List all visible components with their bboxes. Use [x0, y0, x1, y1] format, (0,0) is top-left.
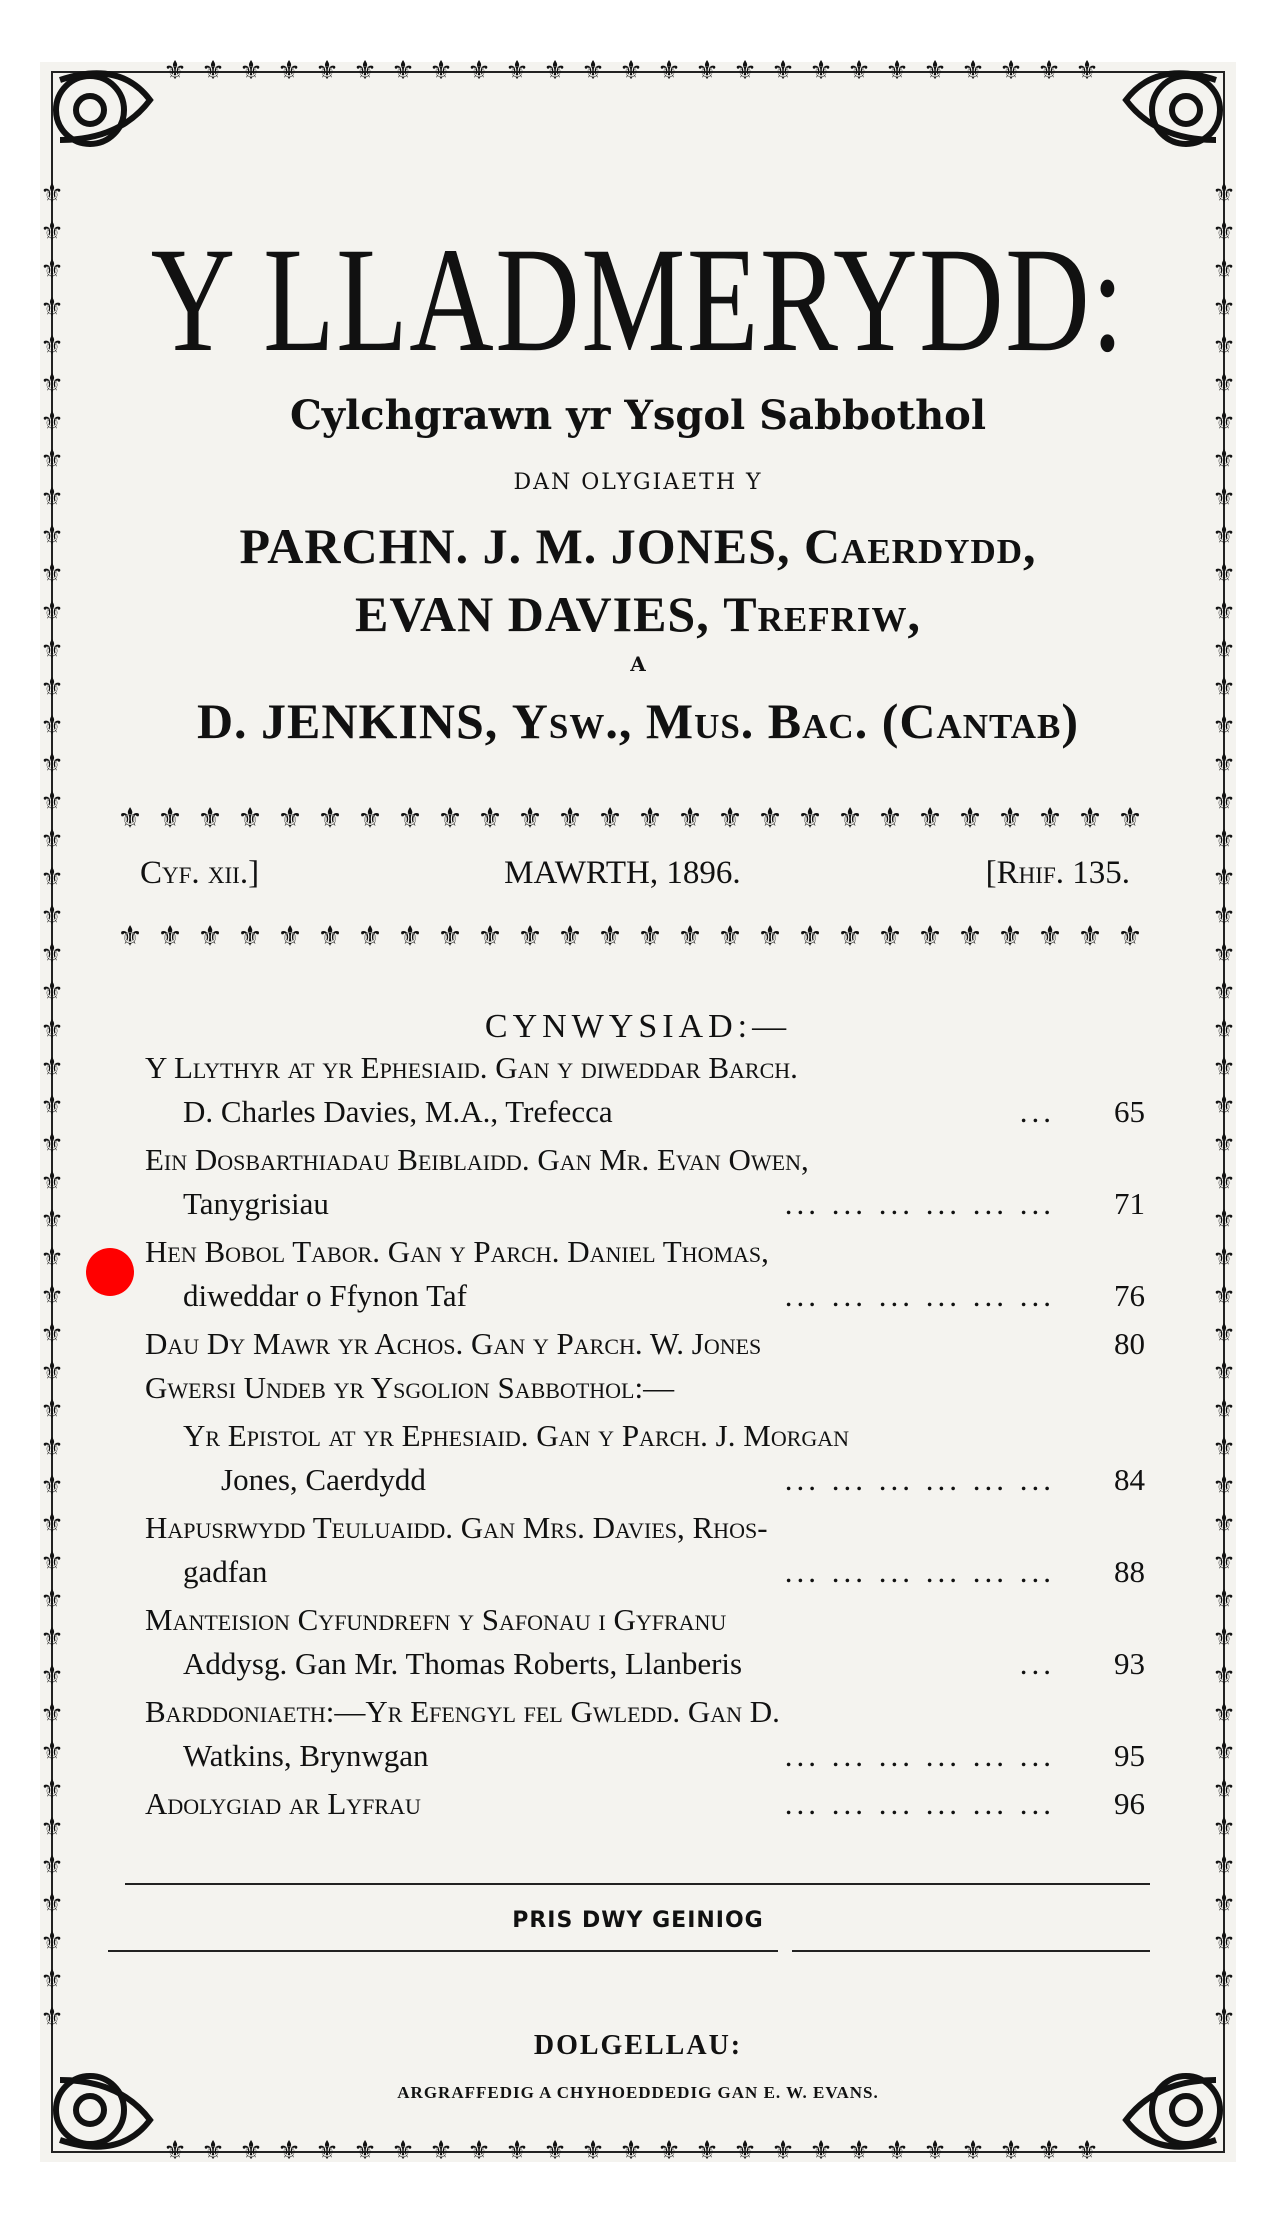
toc-page-number: 84: [1114, 1462, 1145, 1497]
fleuron-icon: ⚜: [157, 919, 183, 953]
fleuron-icon: ⚜: [467, 56, 491, 86]
toc-leader-dots: ... ... ... ... ... ...: [784, 1462, 1055, 1497]
fleuron-icon: ⚜: [957, 801, 983, 835]
fleuron-icon: ⚜: [771, 56, 795, 86]
corner-ornament-top-right: [1126, 73, 1220, 144]
fleuron-icon: ⚜: [40, 787, 64, 817]
fleuron-icon: ⚜: [40, 1015, 64, 1045]
fleuron-icon: ⚜: [505, 2136, 529, 2166]
fleuron-icon: ⚜: [543, 2136, 567, 2166]
toc-entry-title: Dau Dy Mawr yr Achos. Gan y Parch. W. Jones: [145, 1326, 762, 1361]
fleuron-icon: ⚜: [40, 1319, 64, 1349]
fleuron-icon: ⚜: [1212, 1927, 1236, 1957]
fleuron-icon: ⚜: [957, 919, 983, 953]
issue-info: [140, 855, 1130, 892]
fleuron-icon: ⚜: [1075, 2136, 1099, 2166]
editor-line-3: [0, 692, 1276, 750]
fleuron-icon: ⚜: [1212, 1699, 1236, 1729]
fleuron-icon: ⚜: [40, 977, 64, 1007]
fleuron-icon: ⚜: [317, 801, 343, 835]
fleuron-icon: ⚜: [40, 1585, 64, 1615]
fleuron-icon: ⚜: [1212, 1547, 1236, 1577]
fleuron-icon: ⚜: [505, 56, 529, 86]
fleuron-icon: ⚜: [40, 2003, 64, 2033]
printer-line: ARGRAFFEDIG A CHYHOEDDEDIG GAN E. W. EVANS.: [397, 2083, 879, 2102]
fleuron-icon: ⚜: [40, 901, 64, 931]
fleuron-icon: ⚜: [40, 1661, 64, 1691]
toc-page-number: 65: [1114, 1094, 1145, 1129]
issue-date: MAWRTH, 1896.: [504, 855, 741, 891]
fleuron-icon: ⚜: [809, 2136, 833, 2166]
fleuron-icon: ⚜: [1212, 559, 1236, 589]
fleuron-icon: ⚜: [999, 2136, 1023, 2166]
fleuron-icon: ⚜: [837, 801, 863, 835]
fleuron-icon: ⚜: [1212, 293, 1236, 323]
fleuron-icon: ⚜: [1212, 1775, 1236, 1805]
fleuron-icon: ⚜: [163, 56, 187, 86]
fleuron-icon: ⚜: [1212, 217, 1236, 247]
toc-page-number: 80: [1114, 1326, 1145, 1361]
toc-entry-continuation: Jones, Caerdydd: [221, 1462, 426, 1497]
fleuron-icon: ⚜: [40, 825, 64, 855]
fleuron-icon: ⚜: [40, 1927, 64, 1957]
toc-leader-dots: ... ... ... ... ... ...: [784, 1554, 1055, 1589]
fleuron-icon: ⚜: [917, 919, 943, 953]
fleuron-icon: ⚜: [1212, 863, 1236, 893]
editor3-name: D. JENKINS,: [196, 693, 499, 749]
fleuron-icon: ⚜: [757, 801, 783, 835]
price-rule-bottom-right: [792, 1950, 1150, 1952]
editor-line-1: [0, 517, 1276, 575]
editor2-name: EVAN DAVIES,: [355, 586, 710, 642]
fleuron-icon: ⚜: [581, 2136, 605, 2166]
fleuron-icon: ⚜: [1212, 521, 1236, 551]
issue-number: [Rhif. 135.: [985, 855, 1130, 891]
fleuron-icon: ⚜: [117, 801, 143, 835]
editor2-place: Trefriw,: [723, 586, 921, 642]
fleuron-icon: ⚜: [1077, 919, 1103, 953]
fleuron-icon: ⚜: [1212, 711, 1236, 741]
fleuron-icon: ⚜: [397, 801, 423, 835]
fleuron-icon: ⚜: [239, 56, 263, 86]
toc-leader-dots: ...: [1019, 1646, 1055, 1681]
fleuron-icon: ⚜: [40, 1547, 64, 1577]
fleuron-icon: ⚜: [677, 801, 703, 835]
fleuron-icon: ⚜: [637, 801, 663, 835]
table-of-contents: [145, 1050, 1145, 1830]
toc-entry-title: Y Llythyr at yr Ephesiaid. Gan y diweddar Barch.: [145, 1050, 798, 1085]
contents-heading: CYNWYSIAD:—: [484, 1008, 792, 1045]
fleuron-icon: ⚜: [40, 1167, 64, 1197]
fleuron-icon: ⚜: [733, 2136, 757, 2166]
fleuron-divider-bottom: [0, 918, 1276, 958]
fleuron-icon: ⚜: [923, 56, 947, 86]
fleuron-icon: ⚜: [315, 56, 339, 86]
fleuron-icon: ⚜: [1212, 1091, 1236, 1121]
toc-entry-title: Ein Dosbarthiadau Beiblaidd. Gan Mr. Evan Owen,: [145, 1142, 809, 1177]
toc-leader-dots: ... ... ... ... ... ...: [784, 1186, 1055, 1221]
fleuron-icon: ⚜: [40, 1737, 64, 1767]
toc-entry-continuation: Addysg. Gan Mr. Thomas Roberts, Llanberis: [183, 1646, 743, 1681]
fleuron-icon: ⚜: [237, 801, 263, 835]
fleuron-icon: ⚜: [277, 919, 303, 953]
fleuron-icon: ⚜: [1075, 56, 1099, 86]
fleuron-icon: ⚜: [197, 801, 223, 835]
fleuron-icon: ⚜: [847, 56, 871, 86]
volume-number: Cyf. xii.]: [140, 855, 260, 891]
fleuron-icon: ⚜: [1212, 2003, 1236, 2033]
fleuron-icon: ⚜: [677, 919, 703, 953]
fleuron-icon: ⚜: [40, 521, 64, 551]
fleuron-icon: ⚜: [1212, 901, 1236, 931]
fleuron-icon: ⚜: [771, 2136, 795, 2166]
fleuron-icon: ⚜: [1212, 673, 1236, 703]
editor1-place: Caerdydd,: [803, 518, 1037, 574]
fleuron-icon: ⚜: [277, 56, 301, 86]
fleuron-icon: ⚜: [1212, 1129, 1236, 1159]
fleuron-icon: ⚜: [1037, 2136, 1061, 2166]
fleuron-icon: ⚜: [1037, 801, 1063, 835]
fleuron-icon: ⚜: [657, 2136, 681, 2166]
fleuron-icon: ⚜: [1212, 1053, 1236, 1083]
toc-entry-title: Adolygiad ar Lyfrau: [145, 1786, 421, 1821]
fleuron-icon: ⚜: [1212, 445, 1236, 475]
fleuron-icon: ⚜: [1212, 1813, 1236, 1843]
fleuron-icon: ⚜: [277, 2136, 301, 2166]
fleuron-icon: ⚜: [797, 801, 823, 835]
fleuron-icon: ⚜: [797, 919, 823, 953]
fleuron-icon: ⚜: [733, 56, 757, 86]
fleuron-icon: ⚜: [1212, 1243, 1236, 1273]
toc-entry-continuation: gadfan: [183, 1554, 268, 1589]
toc-entry-title: Manteision Cyfundrefn y Safonau i Gyfranu: [145, 1602, 727, 1637]
fleuron-icon: ⚜: [437, 919, 463, 953]
fleuron-icon: ⚜: [40, 1281, 64, 1311]
fleuron-icon: ⚜: [809, 56, 833, 86]
fleuron-icon: ⚜: [1212, 369, 1236, 399]
fleuron-icon: ⚜: [477, 801, 503, 835]
fleuron-icon: ⚜: [1212, 787, 1236, 817]
fleuron-icon: ⚜: [837, 919, 863, 953]
publication-place: DOLGELLAU:: [533, 2030, 743, 2061]
fleuron-icon: ⚜: [201, 2136, 225, 2166]
toc-entry-title: Hen Bobol Tabor. Gan y Parch. Daniel Thomas,: [145, 1234, 769, 1269]
fleuron-icon: ⚜: [847, 2136, 871, 2166]
fleuron-icon: ⚜: [40, 255, 64, 285]
fleuron-icon: ⚜: [1212, 483, 1236, 513]
fleuron-icon: ⚜: [517, 919, 543, 953]
fleuron-icon: ⚜: [40, 293, 64, 323]
fleuron-icon: ⚜: [657, 56, 681, 86]
fleuron-icon: ⚜: [961, 2136, 985, 2166]
fleuron-icon: ⚜: [1212, 1851, 1236, 1881]
fleuron-icon: ⚜: [1117, 919, 1143, 953]
fleuron-icon: ⚜: [1117, 801, 1143, 835]
fleuron-icon: ⚜: [717, 801, 743, 835]
fleuron-icon: ⚜: [885, 56, 909, 86]
fleuron-icon: ⚜: [877, 801, 903, 835]
toc-leader-dots: ...: [1019, 1094, 1055, 1129]
toc-entry-continuation: Tanygrisiau: [183, 1186, 329, 1221]
fleuron-icon: ⚜: [40, 1623, 64, 1653]
toc-entry-title: Barddoniaeth:—Yr Efengyl fel Gwledd. Gan D.: [145, 1694, 780, 1729]
fleuron-icon: ⚜: [353, 56, 377, 86]
price-label: PRIS DWY GEINIOG: [512, 1908, 764, 1933]
toc-entry-continuation: diweddar o Ffynon Taf: [183, 1278, 467, 1313]
fleuron-icon: ⚜: [467, 2136, 491, 2166]
fleuron-icon: ⚜: [877, 919, 903, 953]
price-rule-top: [125, 1883, 1150, 1885]
toc-leader-dots: ... ... ... ... ... ...: [784, 1278, 1055, 1313]
fleuron-icon: ⚜: [40, 179, 64, 209]
fleuron-icon: ⚜: [695, 2136, 719, 2166]
fleuron-icon: ⚜: [1212, 1471, 1236, 1501]
corner-ornament-top-left: [56, 73, 150, 144]
fleuron-icon: ⚜: [1212, 597, 1236, 627]
fleuron-icon: ⚜: [40, 1965, 64, 1995]
fleuron-icon: ⚜: [557, 919, 583, 953]
fleuron-icon: ⚜: [1212, 749, 1236, 779]
red-marker-dot: [86, 1248, 134, 1296]
fleuron-icon: ⚜: [1212, 1015, 1236, 1045]
fleuron-icon: ⚜: [923, 2136, 947, 2166]
fleuron-icon: ⚜: [1212, 977, 1236, 1007]
fleuron-icon: ⚜: [1212, 1623, 1236, 1653]
toc-entry-title: Hapusrwydd Teuluaidd. Gan Mrs. Davies, Rhos-: [145, 1510, 768, 1545]
fleuron-icon: ⚜: [40, 445, 64, 475]
fleuron-icon: ⚜: [40, 1813, 64, 1843]
fleuron-icon: ⚜: [40, 711, 64, 741]
fleuron-icon: ⚜: [40, 1889, 64, 1919]
fleuron-icon: ⚜: [1212, 1433, 1236, 1463]
fleuron-icon: ⚜: [40, 1775, 64, 1805]
fleuron-icon: ⚜: [1212, 1167, 1236, 1197]
toc-leader-dots: ... ... ... ... ... ...: [784, 1786, 1055, 1821]
fleuron-icon: ⚜: [997, 919, 1023, 953]
fleuron-icon: ⚜: [597, 919, 623, 953]
fleuron-icon: ⚜: [317, 919, 343, 953]
fleuron-icon: ⚜: [40, 407, 64, 437]
fleuron-icon: ⚜: [477, 919, 503, 953]
fleuron-icon: ⚜: [757, 919, 783, 953]
fleuron-icon: ⚜: [1212, 1281, 1236, 1311]
fleuron-icon: ⚜: [1212, 1205, 1236, 1235]
fleuron-icon: ⚜: [40, 1471, 64, 1501]
fleuron-icon: ⚜: [40, 369, 64, 399]
fleuron-icon: ⚜: [40, 597, 64, 627]
toc-leader-dots: ... ... ... ... ... ...: [784, 1738, 1055, 1773]
fleuron-icon: ⚜: [717, 919, 743, 953]
fleuron-icon: ⚜: [1212, 1661, 1236, 1691]
fleuron-icon: ⚜: [1212, 1357, 1236, 1387]
fleuron-icon: ⚜: [157, 801, 183, 835]
fleuron-icon: ⚜: [1212, 825, 1236, 855]
toc-page-number: 76: [1114, 1278, 1145, 1313]
fleuron-icon: ⚜: [1212, 331, 1236, 361]
toc-page-number: 93: [1114, 1646, 1145, 1681]
fleuron-icon: ⚜: [40, 635, 64, 665]
fleuron-icon: ⚜: [239, 2136, 263, 2166]
fleuron-icon: ⚜: [597, 801, 623, 835]
fleuron-icon: ⚜: [40, 1509, 64, 1539]
fleuron-icon: ⚜: [40, 483, 64, 513]
fleuron-icon: ⚜: [117, 919, 143, 953]
toc-entry-title: Yr Epistol at yr Ephesiaid. Gan y Parch. J. Morgan: [183, 1418, 850, 1453]
fleuron-icon: ⚜: [40, 1053, 64, 1083]
fleuron-icon: ⚜: [197, 919, 223, 953]
fleuron-icon: ⚜: [961, 56, 985, 86]
fleuron-icon: ⚜: [619, 2136, 643, 2166]
fleuron-icon: ⚜: [997, 801, 1023, 835]
fleuron-icon: ⚜: [357, 919, 383, 953]
fleuron-icon: ⚜: [885, 2136, 909, 2166]
fleuron-icon: ⚜: [695, 56, 719, 86]
fleuron-icon: ⚜: [917, 801, 943, 835]
fleuron-icon: ⚜: [557, 801, 583, 835]
fleuron-icon: ⚜: [353, 2136, 377, 2166]
fleuron-icon: ⚜: [1212, 1737, 1236, 1767]
fleuron-icon: ⚜: [1212, 1509, 1236, 1539]
toc-entry-continuation: D. Charles Davies, M.A., Trefecca: [183, 1094, 613, 1129]
fleuron-icon: ⚜: [40, 939, 64, 969]
fleuron-icon: ⚜: [429, 2136, 453, 2166]
toc-page-number: 95: [1114, 1738, 1145, 1773]
fleuron-icon: ⚜: [277, 801, 303, 835]
fleuron-icon: ⚜: [1037, 56, 1061, 86]
fleuron-icon: ⚜: [397, 919, 423, 953]
conjunction: A: [630, 652, 646, 676]
fleuron-icon: ⚜: [40, 749, 64, 779]
fleuron-icon: ⚜: [40, 1433, 64, 1463]
fleuron-icon: ⚜: [40, 559, 64, 589]
fleuron-icon: ⚜: [999, 56, 1023, 86]
toc-page-number: 96: [1114, 1786, 1145, 1821]
toc-page-number: 88: [1114, 1554, 1145, 1589]
fleuron-icon: ⚜: [619, 56, 643, 86]
fleuron-icon: ⚜: [40, 1699, 64, 1729]
fleuron-icon: ⚜: [40, 1129, 64, 1159]
fleuron-icon: ⚜: [1212, 1889, 1236, 1919]
toc-entry-title: Gwersi Undeb yr Ysgolion Sabbothol:—: [145, 1370, 675, 1405]
fleuron-icon: ⚜: [1037, 919, 1063, 953]
fleuron-icon: ⚜: [201, 56, 225, 86]
fleuron-icon: ⚜: [1212, 1585, 1236, 1615]
fleuron-icon: ⚜: [1212, 1319, 1236, 1349]
fleuron-icon: ⚜: [40, 863, 64, 893]
fleuron-icon: ⚜: [581, 56, 605, 86]
fleuron-icon: ⚜: [437, 801, 463, 835]
fleuron-icon: ⚜: [429, 56, 453, 86]
fleuron-icon: ⚜: [237, 919, 263, 953]
price-rule-bottom-left: [108, 1950, 778, 1952]
fleuron-icon: ⚜: [1212, 179, 1236, 209]
fleuron-icon: ⚜: [391, 2136, 415, 2166]
fleuron-icon: ⚜: [1212, 1395, 1236, 1425]
fleuron-divider-top: [0, 800, 1276, 840]
fleuron-icon: ⚜: [40, 1205, 64, 1235]
fleuron-icon: ⚜: [391, 56, 415, 86]
fleuron-icon: ⚜: [1212, 635, 1236, 665]
fleuron-icon: ⚜: [517, 801, 543, 835]
fleuron-icon: ⚜: [1077, 801, 1103, 835]
fleuron-icon: ⚜: [543, 56, 567, 86]
fleuron-icon: ⚜: [163, 2136, 187, 2166]
fleuron-icon: ⚜: [40, 1851, 64, 1881]
fleuron-icon: ⚜: [1212, 255, 1236, 285]
fleuron-icon: ⚜: [40, 1357, 64, 1387]
fleuron-icon: ⚜: [40, 1243, 64, 1273]
fleuron-icon: ⚜: [1212, 407, 1236, 437]
fleuron-icon: ⚜: [40, 1395, 64, 1425]
fleuron-icon: ⚜: [40, 331, 64, 361]
fleuron-icon: ⚜: [315, 2136, 339, 2166]
editor3-rest: Ysw., Mus. Bac. (Cantab): [511, 693, 1080, 749]
magazine-title: Y LLADMERYDD:: [150, 217, 1126, 383]
fleuron-icon: ⚜: [40, 217, 64, 247]
fleuron-icon: ⚜: [1212, 939, 1236, 969]
toc-entry-continuation: Watkins, Brynwgan: [183, 1738, 429, 1773]
editorial-intro: DAN OLYGIAETH Y: [513, 470, 763, 495]
editor-line-2: [0, 585, 1276, 643]
fleuron-icon: ⚜: [40, 673, 64, 703]
magazine-subtitle: Cylchgrawn yr Ysgol Sabbothol: [289, 392, 987, 439]
editor1-name: PARCHN. J. M. JONES,: [239, 518, 791, 574]
fleuron-icon: ⚜: [357, 801, 383, 835]
fleuron-icon: ⚜: [637, 919, 663, 953]
fleuron-icon: ⚜: [1212, 1965, 1236, 1995]
toc-page-number: 71: [1114, 1186, 1145, 1221]
fleuron-icon: ⚜: [40, 1091, 64, 1121]
